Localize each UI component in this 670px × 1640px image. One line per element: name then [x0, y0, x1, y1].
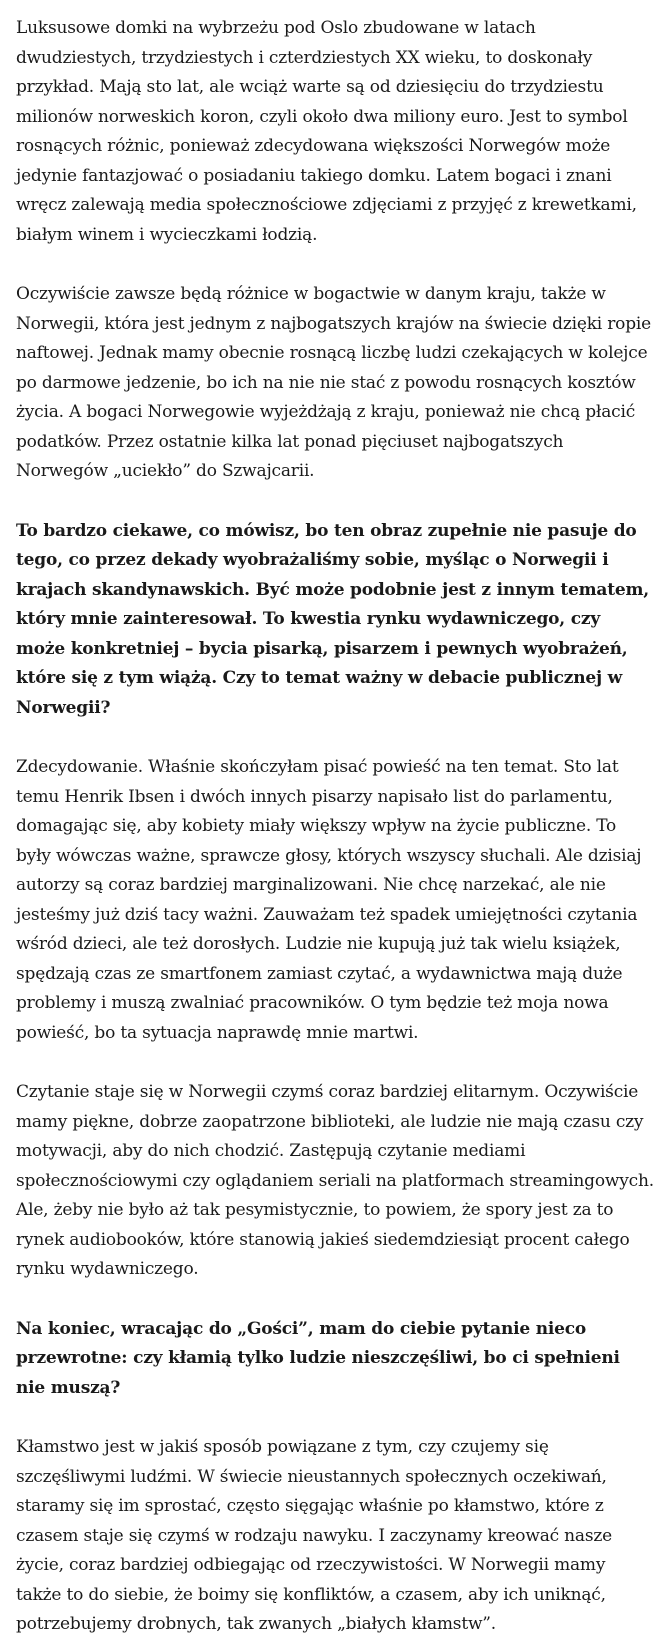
paragraph-wealth-gap: Oczywiście zawsze będą różnice w bogactwie w danym kraju, także w Norwegii, która jest jednym z najbogatszych krajów na świecie dzięki ropie naftowej. Jednak mamy obecnie rosnącą liczbę ludzi czekających w kolejce po darmowe jedzenie, bo ich na nie nie stać z powodu rosnących kosztów życia. A bogaci Norwegowie wyjeżdżają z kraju, ponieważ nie chcą płacić podatków. Przez ostatnie kilka lat ponad pięciuset najbogatszych Norwegów „uciekło” do Szwajcarii. [16, 284, 651, 481]
question-lying: Na koniec, wracając do „Gości”, mam do ciebie pytanie nieco przewrotne: czy kłamią tylko ludzie nieszczęśliwi, bo ci spełnieni nie muszą? [16, 1318, 620, 1398]
paragraph-white-lies: Kłamstwo jest w jakiś sposób powiązane z tym, czy czujemy się szczęśliwymi ludźmi. W świecie nieustannych społecznych oczekiwań, staramy się im sprostać, często sięgając właśnie po kłamstwo, które z czasem staje się czymś w rodzaju nawyku. I zaczynamy kreować nasze życie, coraz bardziej odbiegając od rzeczywistości. W Norwegii mamy także to do siebie, że boimy się konfliktów, a czasem, aby ich uniknąć, potrzebujemy drobnych, tak zwanych „białych kłamstw”. [16, 1437, 612, 1634]
paragraph-luxury-cabins: Luksusowe domki na wybrzeżu pod Oslo zbudowane w latach dwudziestych, trzydziestych i czterdziestych XX wieku, to doskonały przykład. Mają sto lat, ale wciąż warte są od dziesięciu do trzydziestu milionów norweskich koron, czyli około dwa miliony euro. Jest to symbol rosnących różnic, ponieważ zdecydowana większości Norwegów może jedynie fantazjować o posiadaniu takiego domku. Latem bogaci i znani wręcz zalewają media społecznościowe zdjęciami z przyjęć z krewetkami, białym winem i wycieczkami łodzią. [16, 18, 637, 245]
question-publishing-market: To bardzo ciekawe, co mówisz, bo ten obraz zupełnie nie pasuje do tego, co przez dekady wyobrażaliśmy sobie, myśląc o Norwegii i krajach skandynawskich. Być może podobnie jest z innym tematem, który mnie zainteresował. To kwestia rynku wydawniczego, czy może konkretniej – bycia pisarką, pisarzem i pewnych wyobrażeń, które się z tym wiążą. Czy to temat ważny w debacie publicznej w Norwegii? [16, 520, 650, 718]
paragraph-reading-elitist: Czytanie staje się w Norwegii czymś coraz bardziej elitarnym. Oczywiście mamy piękne, dobrze zaopatrzone biblioteki, ale ludzie nie mają czasu czy motywacji, aby do nich chodzić. Zastępują czytanie mediami społecznościowymi czy oglądaniem seriali na platformach streamingowych. Ale, żeby nie było aż tak pesymistycznie, to powiem, że spory jest za to rynek audiobooków, które stanowią jakieś siedemdziesiąt procent całego rynku wydawniczego. [16, 1082, 654, 1279]
paragraph-writers-marginalized: Zdecydowanie. Właśnie skończyłam pisać powieść na ten temat. Sto lat temu Henrik Ibsen i dwóch innych pisarzy napisało list do parlamentu, domagając się, aby kobiety miały większy wpływ na życie publiczne. To były wówczas ważne, sprawcze głosy, których wszyscy słuchali. Ale dzisiaj autorzy są coraz bardziej marginalizowani. Nie chcę narzekać, ale nie jesteśmy już dziś tacy ważni. Zauważam też spadek umiejętności czytania wśród dzieci, ale też dorosłych. Ludzie nie kupują już tak wielu książek, spędzają czas ze smartfonem zamiast czytać, a wydawnictwa mają duże problemy i muszą zwalniać pracowników. O tym będzie też moja nowa powieść, bo ta sytuacja naprawdę mnie martwi. [16, 757, 642, 1043]
